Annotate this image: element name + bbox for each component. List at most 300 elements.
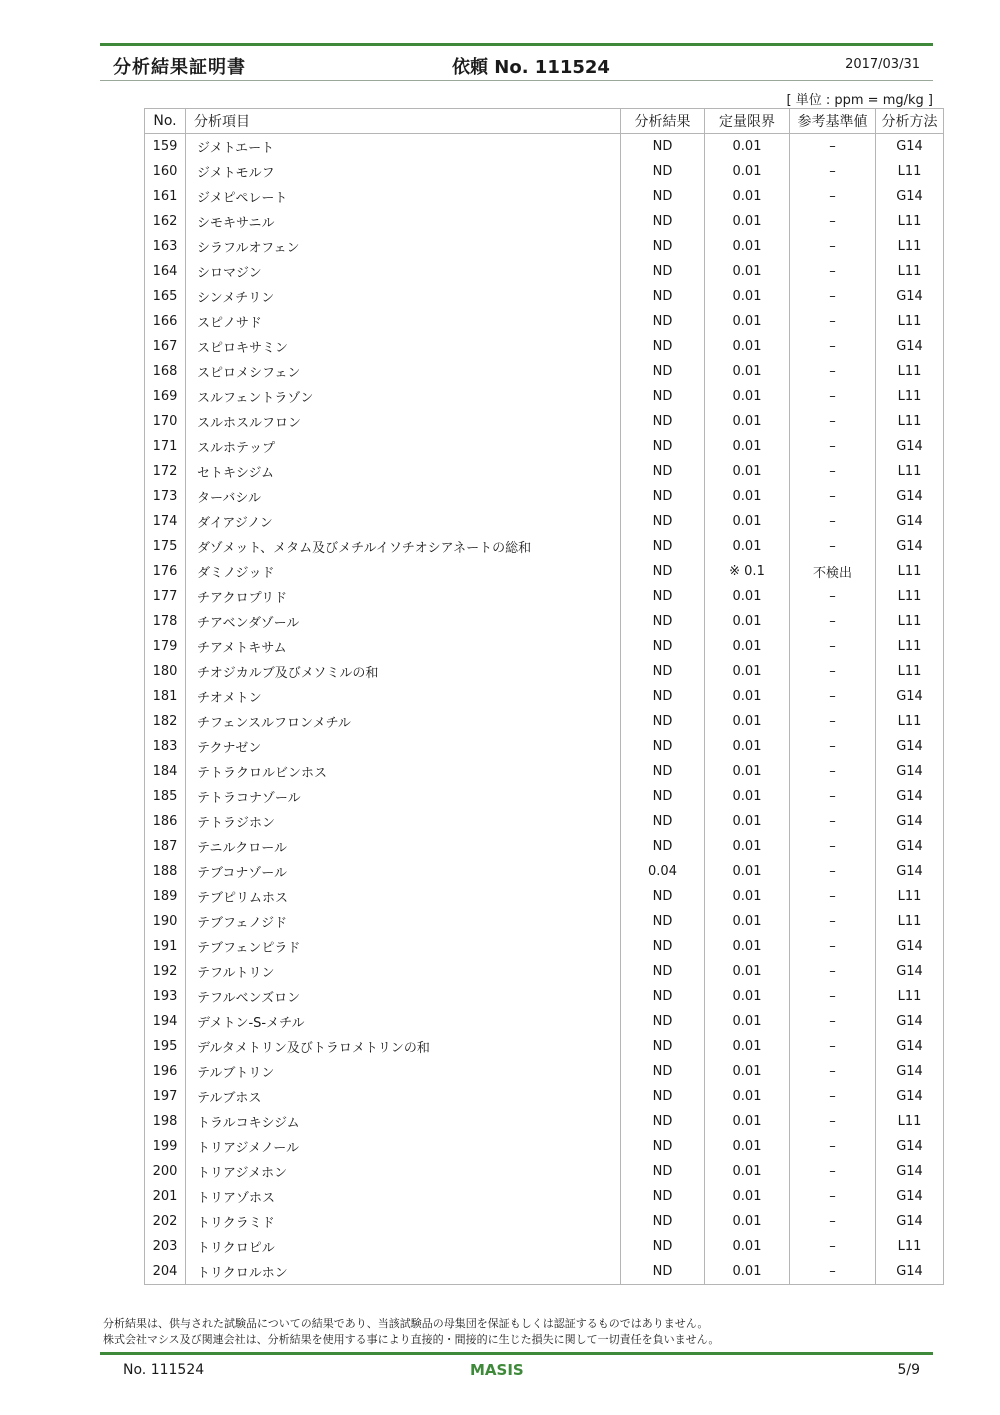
cell-result: ND — [621, 234, 705, 259]
cell-result: ND — [621, 1109, 705, 1134]
cell-result: ND — [621, 734, 705, 759]
table-row — [145, 909, 944, 934]
cell-no: 203 — [145, 1234, 186, 1259]
cell-reference: – — [790, 1184, 876, 1209]
cell-result: ND — [621, 1184, 705, 1209]
cell-loq: 0.01 — [705, 784, 790, 809]
cell-item: デルタメトリン及びトラロメトリンの和 — [186, 1034, 621, 1059]
cell-no: 196 — [145, 1059, 186, 1084]
cell-item: テフルトリン — [186, 959, 621, 984]
cell-result: ND — [621, 134, 705, 160]
table-row — [145, 859, 944, 884]
cell-method: G14 — [876, 484, 944, 509]
cell-reference: – — [790, 384, 876, 409]
cell-method: G14 — [876, 1009, 944, 1034]
cell-loq: 0.01 — [705, 709, 790, 734]
table-row — [145, 1134, 944, 1159]
cell-no: 165 — [145, 284, 186, 309]
cell-result: ND — [621, 184, 705, 209]
footer-rule — [100, 1352, 933, 1355]
table-row — [145, 284, 944, 309]
cell-item: ジメトエート — [186, 134, 621, 160]
cell-result: ND — [621, 1059, 705, 1084]
table-row — [145, 684, 944, 709]
cell-result: ND — [621, 609, 705, 634]
cell-item: チオジカルブ及びメソミルの和 — [186, 659, 621, 684]
cell-reference: – — [790, 484, 876, 509]
cell-result: ND — [621, 359, 705, 384]
cell-no: 201 — [145, 1184, 186, 1209]
table-row — [145, 759, 944, 784]
header-bottom-rule — [100, 80, 933, 81]
disclaimer-line-2: 株式会社マシス及び関連会社は、分析結果を使用する事により直接的・間接的に生じた損失に関して一切責任を負いません。 — [103, 1333, 720, 1346]
cell-reference: – — [790, 709, 876, 734]
cell-loq: 0.01 — [705, 634, 790, 659]
cell-item: ターバシル — [186, 484, 621, 509]
page-number: 5/9 — [897, 1362, 920, 1378]
cell-result: ND — [621, 809, 705, 834]
cell-reference: – — [790, 909, 876, 934]
cell-method: G14 — [876, 1209, 944, 1234]
cell-item: ダミノジッド — [186, 559, 621, 584]
cell-reference: – — [790, 734, 876, 759]
table-row — [145, 1184, 944, 1209]
cell-no: 172 — [145, 459, 186, 484]
cell-result: ND — [621, 509, 705, 534]
cell-result: ND — [621, 634, 705, 659]
cell-item: テルブトリン — [186, 1059, 621, 1084]
cell-no: 192 — [145, 959, 186, 984]
cell-method: G14 — [876, 509, 944, 534]
cell-method: G14 — [876, 1034, 944, 1059]
cell-method: L11 — [876, 309, 944, 334]
cell-no: 181 — [145, 684, 186, 709]
cell-no: 182 — [145, 709, 186, 734]
cell-reference: – — [790, 659, 876, 684]
cell-no: 195 — [145, 1034, 186, 1059]
cell-reference: – — [790, 1109, 876, 1134]
cell-item: チフェンスルフロンメチル — [186, 709, 621, 734]
table-row — [145, 1059, 944, 1084]
cell-result: ND — [621, 684, 705, 709]
table-row — [145, 409, 944, 434]
cell-result: ND — [621, 459, 705, 484]
cell-result: ND — [621, 709, 705, 734]
col-header-loq: 定量限界 — [705, 109, 790, 134]
cell-no: 171 — [145, 434, 186, 459]
cell-method: G14 — [876, 434, 944, 459]
cell-result: ND — [621, 1234, 705, 1259]
table-row — [145, 884, 944, 909]
cell-method: G14 — [876, 1134, 944, 1159]
cell-reference: – — [790, 284, 876, 309]
cell-loq: 0.01 — [705, 909, 790, 934]
cell-no: 194 — [145, 1009, 186, 1034]
cell-loq: 0.01 — [705, 1184, 790, 1209]
cell-no: 167 — [145, 334, 186, 359]
cell-item: ジメピペレート — [186, 184, 621, 209]
cell-no: 175 — [145, 534, 186, 559]
cell-item: テブピリムホス — [186, 884, 621, 909]
cell-loq: 0.01 — [705, 609, 790, 634]
cell-method: L11 — [876, 459, 944, 484]
cell-no: 162 — [145, 209, 186, 234]
cell-no: 160 — [145, 159, 186, 184]
table-row — [145, 934, 944, 959]
cell-no: 179 — [145, 634, 186, 659]
results-table — [144, 108, 944, 1285]
cell-loq: 0.01 — [705, 1234, 790, 1259]
table-row — [145, 309, 944, 334]
cell-result: ND — [621, 884, 705, 909]
cell-reference: – — [790, 459, 876, 484]
cell-reference: – — [790, 934, 876, 959]
cell-method: L11 — [876, 709, 944, 734]
cell-method: L11 — [876, 159, 944, 184]
table-row — [145, 534, 944, 559]
cell-result: ND — [621, 584, 705, 609]
cell-method: L11 — [876, 384, 944, 409]
cell-method: L11 — [876, 634, 944, 659]
cell-result: ND — [621, 1084, 705, 1109]
cell-result: ND — [621, 334, 705, 359]
cell-method: L11 — [876, 984, 944, 1009]
cell-loq: 0.01 — [705, 184, 790, 209]
cell-method: G14 — [876, 959, 944, 984]
cell-no: 193 — [145, 984, 186, 1009]
cell-method: G14 — [876, 284, 944, 309]
cell-item: ダゾメット、メタム及びメチルイソチオシアネートの総和 — [186, 534, 621, 559]
table-row — [145, 234, 944, 259]
table-row — [145, 209, 944, 234]
cell-no: 168 — [145, 359, 186, 384]
cell-item: テブフェノジド — [186, 909, 621, 934]
cell-reference: – — [790, 759, 876, 784]
cell-loq: 0.01 — [705, 509, 790, 534]
cell-reference: – — [790, 609, 876, 634]
cell-no: 199 — [145, 1134, 186, 1159]
cell-result: ND — [621, 759, 705, 784]
cell-item: シモキサニル — [186, 209, 621, 234]
cell-no: 187 — [145, 834, 186, 859]
results-body — [145, 134, 944, 1285]
table-row — [145, 659, 944, 684]
header-top-rule — [100, 43, 933, 46]
cell-reference: – — [790, 259, 876, 284]
cell-reference: – — [790, 1059, 876, 1084]
cell-method: L11 — [876, 359, 944, 384]
cell-method: G14 — [876, 1084, 944, 1109]
cell-item: シラフルオフェン — [186, 234, 621, 259]
cell-loq: 0.01 — [705, 984, 790, 1009]
cell-reference: – — [790, 1009, 876, 1034]
cell-result: ND — [621, 1009, 705, 1034]
cell-result: ND — [621, 209, 705, 234]
cell-no: 170 — [145, 409, 186, 434]
cell-reference: – — [790, 834, 876, 859]
cell-reference: – — [790, 534, 876, 559]
issue-date: 2017/03/31 — [845, 57, 920, 72]
cell-item: チアクロプリド — [186, 584, 621, 609]
table-row — [145, 734, 944, 759]
cell-loq: 0.01 — [705, 1009, 790, 1034]
cell-result: ND — [621, 559, 705, 584]
cell-no: 169 — [145, 384, 186, 409]
cell-loq: 0.01 — [705, 584, 790, 609]
cell-no: 183 — [145, 734, 186, 759]
cell-result: ND — [621, 1209, 705, 1234]
table-row — [145, 784, 944, 809]
cell-reference: – — [790, 1159, 876, 1184]
table-row — [145, 1159, 944, 1184]
table-row — [145, 1084, 944, 1109]
cell-item: トリクロルホン — [186, 1259, 621, 1285]
cell-reference: – — [790, 809, 876, 834]
table-row — [145, 1234, 944, 1259]
footer-doc-number: No. 111524 — [123, 1362, 205, 1378]
table-row — [145, 434, 944, 459]
cell-no: 189 — [145, 884, 186, 909]
cell-reference: – — [790, 959, 876, 984]
cell-reference: – — [790, 684, 876, 709]
cell-reference: – — [790, 359, 876, 384]
cell-loq: 0.01 — [705, 159, 790, 184]
table-row — [145, 634, 944, 659]
cell-loq: 0.01 — [705, 1259, 790, 1285]
cell-loq: 0.01 — [705, 459, 790, 484]
cell-loq: 0.01 — [705, 884, 790, 909]
cell-item: テトラクロルビンホス — [186, 759, 621, 784]
cell-loq: 0.01 — [705, 659, 790, 684]
cell-item: トリアジメホン — [186, 1159, 621, 1184]
cell-result: ND — [621, 409, 705, 434]
cell-no: 202 — [145, 1209, 186, 1234]
cell-method: G14 — [876, 1059, 944, 1084]
cell-result: 0.04 — [621, 859, 705, 884]
cell-no: 180 — [145, 659, 186, 684]
cell-item: スルホテップ — [186, 434, 621, 459]
cell-no: 176 — [145, 559, 186, 584]
cell-item: トリクロピル — [186, 1234, 621, 1259]
cell-loq: 0.01 — [705, 284, 790, 309]
cell-method: G14 — [876, 834, 944, 859]
cell-item: スルホスルフロン — [186, 409, 621, 434]
cell-item: テニルクロール — [186, 834, 621, 859]
cell-no: 200 — [145, 1159, 186, 1184]
table-row — [145, 1034, 944, 1059]
cell-loq: 0.01 — [705, 684, 790, 709]
cell-method: G14 — [876, 759, 944, 784]
cell-item: シンメチリン — [186, 284, 621, 309]
cell-loq: 0.01 — [705, 759, 790, 784]
cell-result: ND — [621, 284, 705, 309]
cell-no: 159 — [145, 134, 186, 160]
cell-item: スピロキサミン — [186, 334, 621, 359]
table-row — [145, 1009, 944, 1034]
cell-reference: – — [790, 334, 876, 359]
cell-loq: 0.01 — [705, 434, 790, 459]
cell-result: ND — [621, 1134, 705, 1159]
cell-loq: 0.01 — [705, 134, 790, 160]
cell-item: ダイアジノン — [186, 509, 621, 534]
cell-reference: – — [790, 309, 876, 334]
cell-result: ND — [621, 534, 705, 559]
cell-reference: – — [790, 509, 876, 534]
table-row — [145, 384, 944, 409]
cell-method: L11 — [876, 209, 944, 234]
cell-no: 174 — [145, 509, 186, 534]
cell-item: テクナゼン — [186, 734, 621, 759]
cell-no: 198 — [145, 1109, 186, 1134]
cell-reference: – — [790, 1034, 876, 1059]
cell-method: L11 — [876, 559, 944, 584]
cell-method: G14 — [876, 784, 944, 809]
cell-method: G14 — [876, 734, 944, 759]
cell-reference: – — [790, 984, 876, 1009]
cell-result: ND — [621, 434, 705, 459]
cell-item: トリアゾホス — [186, 1184, 621, 1209]
cell-reference: – — [790, 1134, 876, 1159]
cell-item: テルブホス — [186, 1084, 621, 1109]
cell-loq: 0.01 — [705, 809, 790, 834]
cell-method: L11 — [876, 609, 944, 634]
table-header-row — [145, 109, 944, 134]
cell-no: 188 — [145, 859, 186, 884]
table-row — [145, 184, 944, 209]
cell-method: G14 — [876, 134, 944, 160]
cell-loq: 0.01 — [705, 1159, 790, 1184]
cell-method: G14 — [876, 1259, 944, 1285]
table-row — [145, 509, 944, 534]
cell-no: 178 — [145, 609, 186, 634]
cell-reference: – — [790, 134, 876, 160]
cell-reference: – — [790, 434, 876, 459]
cell-result: ND — [621, 259, 705, 284]
cell-result: ND — [621, 484, 705, 509]
disclaimer-line-1: 分析結果は、供与された試験品についての結果であり、当該試験品の母集団を保証もしくは認証するものではありません。 — [103, 1317, 709, 1330]
cell-reference: – — [790, 859, 876, 884]
cell-method: G14 — [876, 934, 944, 959]
table-row — [145, 1259, 944, 1285]
cell-method: L11 — [876, 1109, 944, 1134]
cell-loq: 0.01 — [705, 259, 790, 284]
cell-method: G14 — [876, 534, 944, 559]
table-row — [145, 1109, 944, 1134]
cell-method: L11 — [876, 909, 944, 934]
cell-result: ND — [621, 159, 705, 184]
cell-method: L11 — [876, 234, 944, 259]
cell-loq: 0.01 — [705, 1209, 790, 1234]
cell-loq: 0.01 — [705, 534, 790, 559]
table-row — [145, 984, 944, 1009]
table-row — [145, 559, 944, 584]
cell-item: デメトン-S-メチル — [186, 1009, 621, 1034]
cell-item: トラルコキシジム — [186, 1109, 621, 1134]
cell-result: ND — [621, 1159, 705, 1184]
cell-reference: – — [790, 209, 876, 234]
cell-result: ND — [621, 784, 705, 809]
cell-method: G14 — [876, 859, 944, 884]
cell-no: 186 — [145, 809, 186, 834]
cell-result: ND — [621, 959, 705, 984]
cell-loq: 0.01 — [705, 859, 790, 884]
cell-loq: 0.01 — [705, 359, 790, 384]
cell-reference: 不検出 — [790, 559, 876, 584]
cell-reference: – — [790, 634, 876, 659]
cell-loq: 0.01 — [705, 834, 790, 859]
cell-loq: 0.01 — [705, 384, 790, 409]
cell-loq: 0.01 — [705, 1059, 790, 1084]
cell-item: チアベンダゾール — [186, 609, 621, 634]
cell-no: 204 — [145, 1259, 186, 1285]
cell-result: ND — [621, 1034, 705, 1059]
table-row — [145, 459, 944, 484]
cell-loq: 0.01 — [705, 309, 790, 334]
cell-no: 166 — [145, 309, 186, 334]
document-title: 分析結果証明書 — [113, 57, 246, 78]
table-row — [145, 834, 944, 859]
cell-loq: 0.01 — [705, 934, 790, 959]
cell-item: トリアジメノール — [186, 1134, 621, 1159]
cell-loq: 0.01 — [705, 234, 790, 259]
table-row — [145, 359, 944, 384]
table-row — [145, 584, 944, 609]
table-row — [145, 484, 944, 509]
cell-loq: 0.01 — [705, 409, 790, 434]
cell-item: テブフェンピラド — [186, 934, 621, 959]
cell-item: シロマジン — [186, 259, 621, 284]
cell-method: G14 — [876, 684, 944, 709]
cell-item: スルフェントラゾン — [186, 384, 621, 409]
cell-reference: – — [790, 884, 876, 909]
cell-method: L11 — [876, 884, 944, 909]
cell-reference: – — [790, 184, 876, 209]
cell-result: ND — [621, 384, 705, 409]
cell-method: G14 — [876, 1184, 944, 1209]
cell-reference: – — [790, 159, 876, 184]
cell-method: L11 — [876, 659, 944, 684]
cell-method: G14 — [876, 809, 944, 834]
cell-method: G14 — [876, 184, 944, 209]
cell-loq: 0.01 — [705, 209, 790, 234]
cell-no: 191 — [145, 934, 186, 959]
table-row — [145, 134, 944, 160]
cell-no: 163 — [145, 234, 186, 259]
cell-item: チオメトン — [186, 684, 621, 709]
cell-no: 184 — [145, 759, 186, 784]
cell-reference: – — [790, 1209, 876, 1234]
cell-result: ND — [621, 909, 705, 934]
cell-reference: – — [790, 584, 876, 609]
cell-item: テブコナゾール — [186, 859, 621, 884]
request-number: 依頼 No. 111524 — [452, 57, 610, 78]
cell-result: ND — [621, 934, 705, 959]
cell-loq: 0.01 — [705, 734, 790, 759]
cell-no: 177 — [145, 584, 186, 609]
cell-item: セトキシジム — [186, 459, 621, 484]
cell-loq: 0.01 — [705, 1134, 790, 1159]
table-row — [145, 159, 944, 184]
col-header-item: 分析項目 — [186, 109, 621, 134]
cell-no: 164 — [145, 259, 186, 284]
table-row — [145, 609, 944, 634]
cell-no: 161 — [145, 184, 186, 209]
cell-method: L11 — [876, 1234, 944, 1259]
cell-item: スピロメシフェン — [186, 359, 621, 384]
cell-reference: – — [790, 234, 876, 259]
cell-item: テフルベンズロン — [186, 984, 621, 1009]
col-header-result: 分析結果 — [621, 109, 705, 134]
